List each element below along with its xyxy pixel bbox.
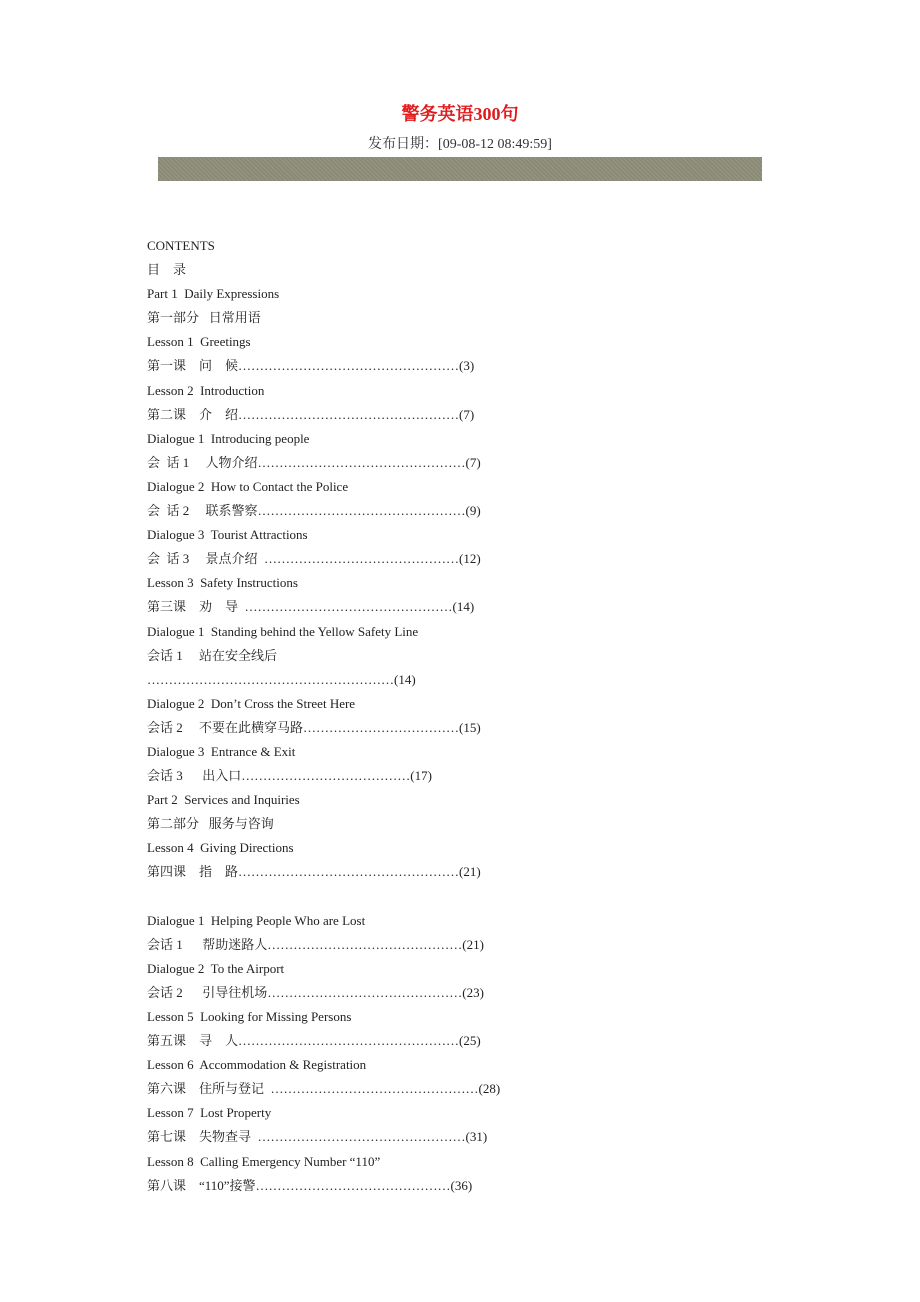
toc-line: 第一课 问 候……………………………………………(3) (147, 358, 475, 374)
toc-line: 会 话 3 景点介绍 ………………………………………(12) (147, 551, 481, 567)
toc-line: Lesson 5 Looking for Missing Persons (147, 1009, 352, 1024)
toc-line: Dialogue 1 Introducing people (147, 430, 310, 446)
toc-line: 会话 2 不要在此横穿马路………………………………(15) (147, 719, 481, 735)
toc-line: Dialogue 1 Helping People Who are Lost (147, 912, 366, 928)
toc-line: 第六课 住所与登记 …………………………………………(28) (147, 1081, 501, 1097)
table-of-contents (147, 234, 787, 1198)
toc-line: 会话 3 出入口…………………………………(17) (147, 768, 432, 784)
toc-line: Part 2 Services and Inquiries (147, 792, 300, 808)
toc-line: Lesson 6 Accommodation & Registration (147, 1057, 367, 1073)
toc-line: Dialogue 2 Don’t Cross the Street Here (147, 695, 356, 711)
toc-line: Dialogue 1 Standing behind the Yellow Safety Line (147, 623, 419, 639)
toc-line: 第二课 介 绍……………………………………………(7) (147, 406, 475, 422)
toc-line: CONTENTS (147, 238, 215, 253)
publish-date: 发布日期：[09-08-12 08:49:59] (368, 137, 552, 152)
page-title: 警务英语300句 (401, 104, 519, 124)
toc-line: Dialogue 3 Tourist Attractions (147, 527, 308, 543)
toc-line: 第五课 寻 人……………………………………………(25) (147, 1033, 481, 1049)
toc-line: 第二部分 服务与咨询 (147, 816, 274, 832)
toc-line: Lesson 3 Safety Instructions (147, 575, 298, 591)
toc-line: Part 1 Daily Expressions (147, 286, 280, 302)
toc-line: 第一部分 日常用语 (147, 310, 261, 326)
toc-line: 第四课 指 路……………………………………………(21) (147, 864, 481, 880)
toc-line: Lesson 2 Introduction (147, 382, 265, 398)
toc-line: 目 录 (147, 262, 187, 278)
toc-line: 会 话 2 联系警察…………………………………………(9) (147, 503, 481, 519)
toc-line: 会话 1 帮助迷路人………………………………………(21) (147, 936, 484, 952)
toc-line: …………………………………………………(14) (147, 671, 416, 687)
toc-line: 第三课 劝 导 …………………………………………(14) (147, 599, 475, 615)
toc-line: 第八课 “110”接警………………………………………(36) (147, 1177, 473, 1193)
toc-line: Dialogue 2 How to Contact the Police (147, 478, 349, 494)
toc-line: Dialogue 3 Entrance & Exit (147, 743, 296, 759)
toc-line: Dialogue 2 To the Airport (147, 960, 285, 976)
toc-line: Lesson 8 Calling Emergency Number “110” (147, 1153, 381, 1169)
toc-line: 第七课 失物查寻 …………………………………………(31) (147, 1129, 488, 1145)
divider-bar (158, 157, 762, 181)
toc-line: 会话 2 引导往机场………………………………………(23) (147, 984, 484, 1000)
toc-line: 会话 1 站在安全线后 (147, 647, 278, 663)
toc-line: 会 话 1 人物介绍…………………………………………(7) (147, 454, 481, 470)
toc-line: Lesson 4 Giving Directions (147, 840, 294, 856)
toc-blank-line (147, 885, 787, 909)
toc-line: Lesson 1 Greetings (147, 334, 251, 350)
toc-line: Lesson 7 Lost Property (147, 1105, 272, 1121)
